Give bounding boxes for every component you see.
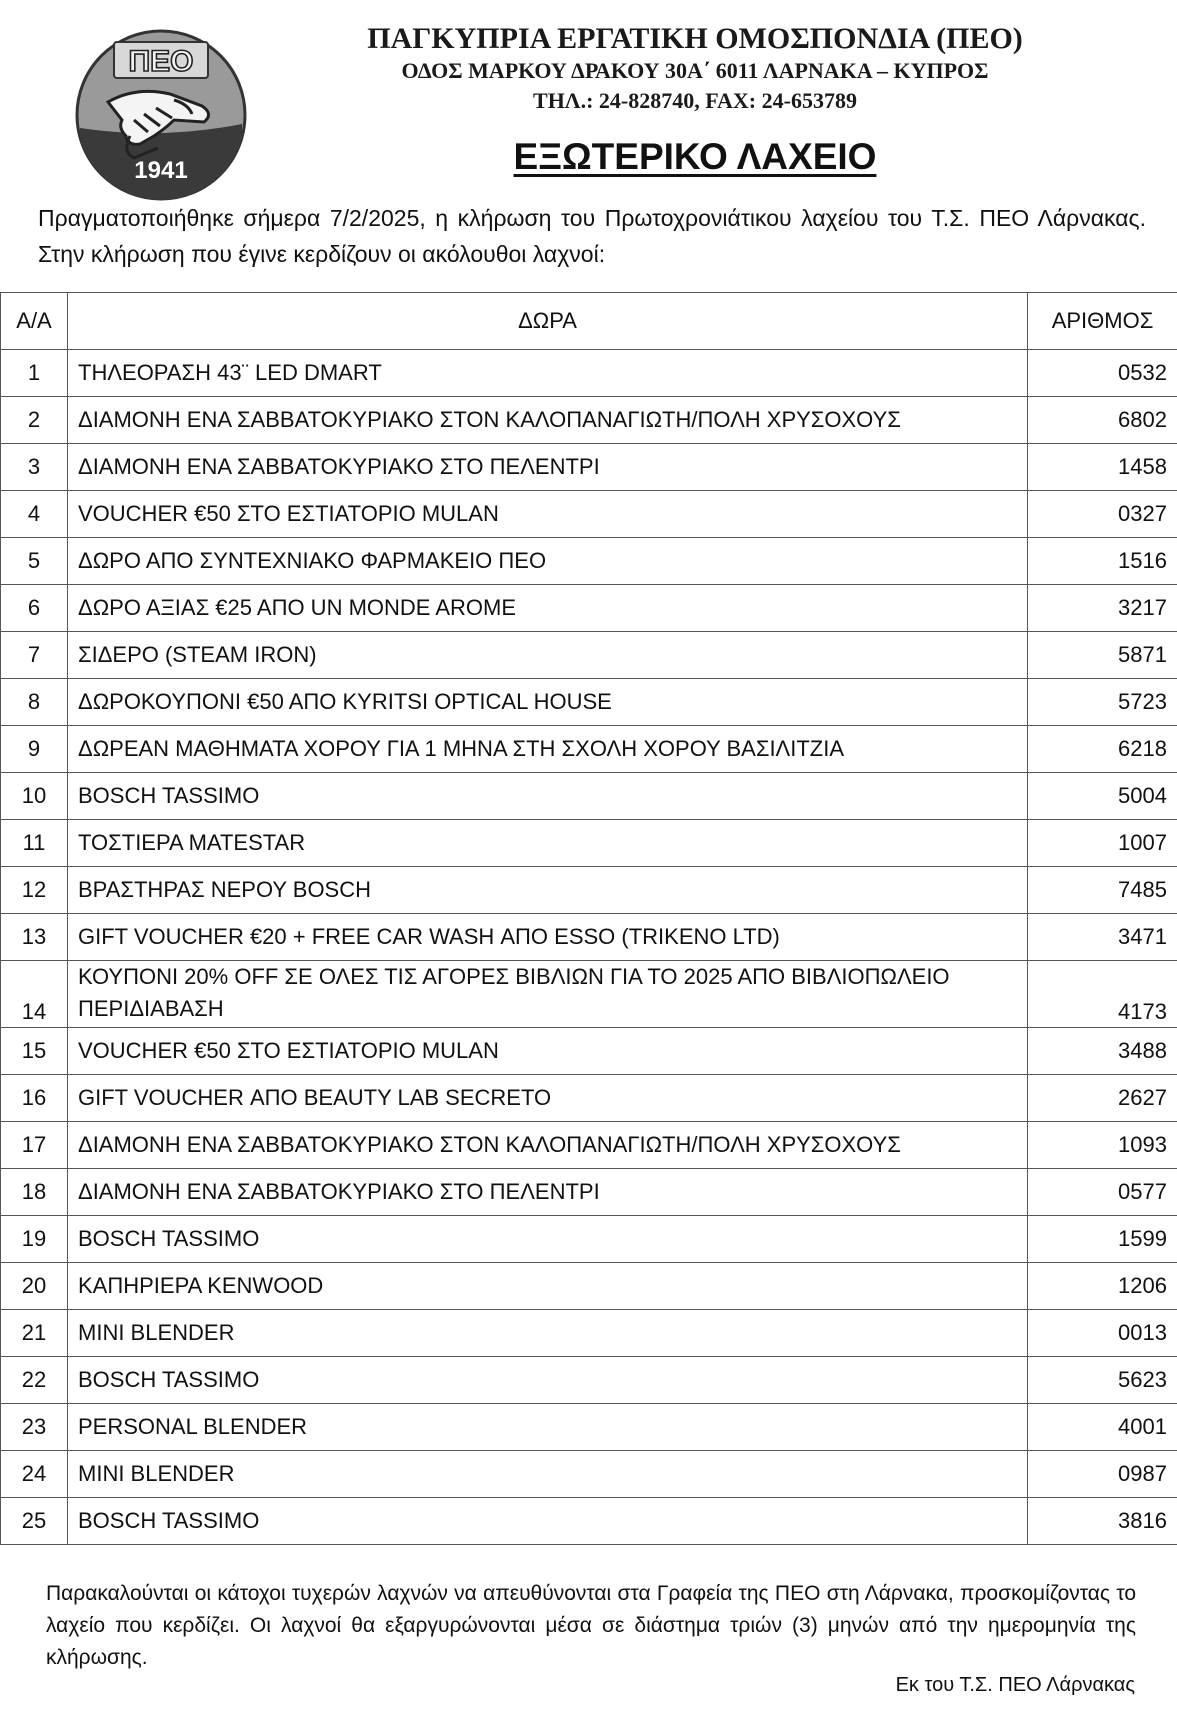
row-prize: ΔΙΑΜΟΝΗ ΕΝΑ ΣΑΒΒΑΤΟΚΥΡΙΑΚΟ ΣΤΟ ΠΕΛΕΝΤΡΙ <box>68 1169 1028 1216</box>
row-number: 5723 <box>1028 679 1177 726</box>
prize-table <box>0 292 1177 1545</box>
row-number: 1206 <box>1028 1263 1177 1310</box>
table-row <box>1 1216 1177 1263</box>
header-number: ΑΡΙΘΜΟΣ <box>1028 293 1177 350</box>
table-row <box>1 444 1177 491</box>
table-row <box>1 632 1177 679</box>
row-number: 3217 <box>1028 585 1177 632</box>
row-number: 2627 <box>1028 1075 1177 1122</box>
table-row <box>1 1028 1177 1075</box>
row-number: 0987 <box>1028 1451 1177 1498</box>
row-prize: BOSCH TASSIMO <box>68 1216 1028 1263</box>
row-prize: VOUCHER €50 ΣΤΟ ΕΣΤΙΑΤΟΡΙΟ MULAN <box>68 1028 1028 1075</box>
row-index: 22 <box>1 1357 68 1404</box>
row-number: 5004 <box>1028 773 1177 820</box>
row-number: 6802 <box>1028 397 1177 444</box>
row-number: 1599 <box>1028 1216 1177 1263</box>
row-number: 4173 <box>1028 961 1177 1028</box>
row-index: 18 <box>1 1169 68 1216</box>
table-row <box>1 961 1177 1028</box>
row-number: 5871 <box>1028 632 1177 679</box>
row-prize: ΔΩΡΟ ΑΠΟ ΣΥΝΤΕΧΝΙΑΚΟ ΦΑΡΜΑΚΕΙΟ ΠΕΟ <box>68 538 1028 585</box>
row-prize: ΤΟΣΤΙΕΡΑ MATESTAR <box>68 820 1028 867</box>
row-prize: ΔΩΡΕΑΝ ΜΑΘΗΜΑΤΑ ΧΟΡΟΥ ΓΙΑ 1 ΜΗΝΑ ΣΤΗ ΣΧΟΛΗ ΧΟΡΟΥ ΒΑΣΙΛΙΤΖΙΑ <box>68 726 1028 773</box>
row-prize: ΔΩΡΟΚΟΥΠΟΝΙ €50 ΑΠΟ KYRITSI OPTICAL HOUSE <box>68 679 1028 726</box>
row-prize: VOUCHER €50 ΣΤΟ ΕΣΤΙΑΤΟΡΙΟ MULAN <box>68 491 1028 538</box>
organization-contact: ΤΗΛ.: 24-828740, FAX: 24-653789 <box>533 88 857 113</box>
row-prize: MINI BLENDER <box>68 1451 1028 1498</box>
row-index: 12 <box>1 867 68 914</box>
header-prize: ΔΩΡΑ <box>68 293 1028 350</box>
row-index: 13 <box>1 914 68 961</box>
row-number: 1516 <box>1028 538 1177 585</box>
row-number: 0327 <box>1028 491 1177 538</box>
row-index: 9 <box>1 726 68 773</box>
row-index: 11 <box>1 820 68 867</box>
row-index: 16 <box>1 1075 68 1122</box>
table-row <box>1 1122 1177 1169</box>
organization-name: ΠΑΓΚΥΠΡΙΑ ΕΡΓΑΤΙΚΗ ΟΜΟΣΠΟΝΔΙΑ (ΠΕΟ) <box>367 22 1023 55</box>
row-number: 1007 <box>1028 820 1177 867</box>
row-number: 3471 <box>1028 914 1177 961</box>
logo-year: 1941 <box>134 157 188 184</box>
row-prize: ΤΗΛΕΟΡΑΣΗ 43¨ LED DMART <box>68 350 1028 397</box>
row-index: 25 <box>1 1498 68 1545</box>
row-index: 17 <box>1 1122 68 1169</box>
row-number: 0577 <box>1028 1169 1177 1216</box>
table-row <box>1 867 1177 914</box>
row-index: 20 <box>1 1263 68 1310</box>
row-number: 5623 <box>1028 1357 1177 1404</box>
organization-address: ΟΔΟΣ ΜΑΡΚΟΥ ΔΡΑΚΟΥ 30Α΄ 6011 ΛΑΡΝΑΚΑ – ΚΥΠΡΟΣ <box>401 58 989 83</box>
row-index: 8 <box>1 679 68 726</box>
peo-logo <box>74 28 248 202</box>
row-index: 7 <box>1 632 68 679</box>
row-prize: ΔΩΡΟ ΑΞΙΑΣ €25 ΑΠΟ UN MONDE AROME <box>68 585 1028 632</box>
table-row <box>1 585 1177 632</box>
table-row <box>1 1263 1177 1310</box>
table-row <box>1 491 1177 538</box>
row-prize: GIFT VOUCHER ΑΠΟ BEAUTY LAB SECRETO <box>68 1075 1028 1122</box>
row-index: 6 <box>1 585 68 632</box>
row-number: 0532 <box>1028 350 1177 397</box>
row-prize: BOSCH TASSIMO <box>68 1357 1028 1404</box>
table-row <box>1 397 1177 444</box>
row-index: 14 <box>1 961 68 1028</box>
table-row <box>1 679 1177 726</box>
table-row <box>1 914 1177 961</box>
row-number: 3816 <box>1028 1498 1177 1545</box>
row-prize: BOSCH TASSIMO <box>68 1498 1028 1545</box>
row-prize: ΚΑΠΗΡΙΕΡΑ KENWOOD <box>68 1263 1028 1310</box>
row-index: 10 <box>1 773 68 820</box>
closing-paragraph: Παρακαλούνται οι κάτοχοι τυχερών λαχνών να απευθύνονται στα Γραφεία της ΠΕΟ στη Λάρνακα, προσκομίζοντας το λαχείο που κερδίζει. Οι λαχνοί θα εξαργυρώνονται μέσα σε διάστημα τριών (3) μηνών από την ημερομηνία της κλήρωσης. <box>46 1582 1136 1669</box>
row-number: 3488 <box>1028 1028 1177 1075</box>
table-row <box>1 726 1177 773</box>
row-index: 5 <box>1 538 68 585</box>
row-index: 24 <box>1 1451 68 1498</box>
table-row <box>1 773 1177 820</box>
signature-line: Εκ του Τ.Σ. ΠΕΟ Λάρνακας <box>895 1674 1135 1696</box>
row-prize: MINI BLENDER <box>68 1310 1028 1357</box>
document-title-text: ΕΞΩΤΕΡΙΚΟ ΛΑΧΕΙΟ <box>513 136 877 177</box>
row-prize: ΔΙΑΜΟΝΗ ΕΝΑ ΣΑΒΒΑΤΟΚΥΡΙΑΚΟ ΣΤΟ ΠΕΛΕΝΤΡΙ <box>68 444 1028 491</box>
row-index: 21 <box>1 1310 68 1357</box>
table-row <box>1 1310 1177 1357</box>
row-prize: ΔΙΑΜΟΝΗ ΕΝΑ ΣΑΒΒΑΤΟΚΥΡΙΑΚΟ ΣΤΟΝ ΚΑΛΟΠΑΝΑΓΙΩΤΗ/ΠΟΛΗ ΧΡΥΣΟΧΟΥΣ <box>68 1122 1028 1169</box>
header-index: Α/Α <box>1 293 68 350</box>
row-prize: ΒΡΑΣΤΗΡΑΣ ΝΕΡΟΥ BOSCH <box>68 867 1028 914</box>
row-index: 19 <box>1 1216 68 1263</box>
row-number: 0013 <box>1028 1310 1177 1357</box>
row-index: 15 <box>1 1028 68 1075</box>
table-row <box>1 350 1177 397</box>
row-prize: ΚΟΥΠΟΝΙ 20% OFF ΣΕ ΟΛΕΣ ΤΙΣ ΑΓΟΡΕΣ ΒΙΒΛΙΩΝ ΓΙΑ ΤΟ 2025 ΑΠΟ ΒΙΒΛΙΟΠΩΛΕΙΟ ΠΕΡΙΔΙΑΒΑΣΗ <box>68 961 1028 1028</box>
table-row <box>1 1451 1177 1498</box>
table-row <box>1 1404 1177 1451</box>
row-index: 2 <box>1 397 68 444</box>
row-number: 1093 <box>1028 1122 1177 1169</box>
table-row <box>1 820 1177 867</box>
table-row <box>1 1357 1177 1404</box>
logo-text: ΠΕΟ <box>128 45 194 78</box>
row-number: 1458 <box>1028 444 1177 491</box>
table-row <box>1 1169 1177 1216</box>
row-number: 7485 <box>1028 867 1177 914</box>
table-row <box>1 1498 1177 1545</box>
row-index: 23 <box>1 1404 68 1451</box>
table-row <box>1 1075 1177 1122</box>
document-title <box>300 136 1090 178</box>
row-number: 4001 <box>1028 1404 1177 1451</box>
row-index: 3 <box>1 444 68 491</box>
table-header-row <box>1 293 1177 350</box>
row-number: 6218 <box>1028 726 1177 773</box>
row-prize: GIFT VOUCHER €20 + FREE CAR WASH ΑΠΟ ESSO (TRIKENO LTD) <box>68 914 1028 961</box>
row-prize: ΔΙΑΜΟΝΗ ΕΝΑ ΣΑΒΒΑΤΟΚΥΡΙΑΚΟ ΣΤΟΝ ΚΑΛΟΠΑΝΑΓΙΩΤΗ/ΠΟΛΗ ΧΡΥΣΟΧΟΥΣ <box>68 397 1028 444</box>
row-prize: BOSCH TASSIMO <box>68 773 1028 820</box>
table-row <box>1 538 1177 585</box>
row-prize: PERSONAL BLENDER <box>68 1404 1028 1451</box>
row-index: 4 <box>1 491 68 538</box>
row-prize: ΣΙΔΕΡΟ (STEAM IRON) <box>68 632 1028 679</box>
intro-paragraph: Πραγματοποιήθηκε σήμερα 7/2/2025, η κλήρωση του Πρωτοχρονιάτικου λαχείου του Τ.Σ. ΠΕΟ Λάρνακας. Στην κλήρωση που έγινε κερδίζουν οι ακόλουθοι λαχνοί: <box>38 205 1146 267</box>
row-index: 1 <box>1 350 68 397</box>
